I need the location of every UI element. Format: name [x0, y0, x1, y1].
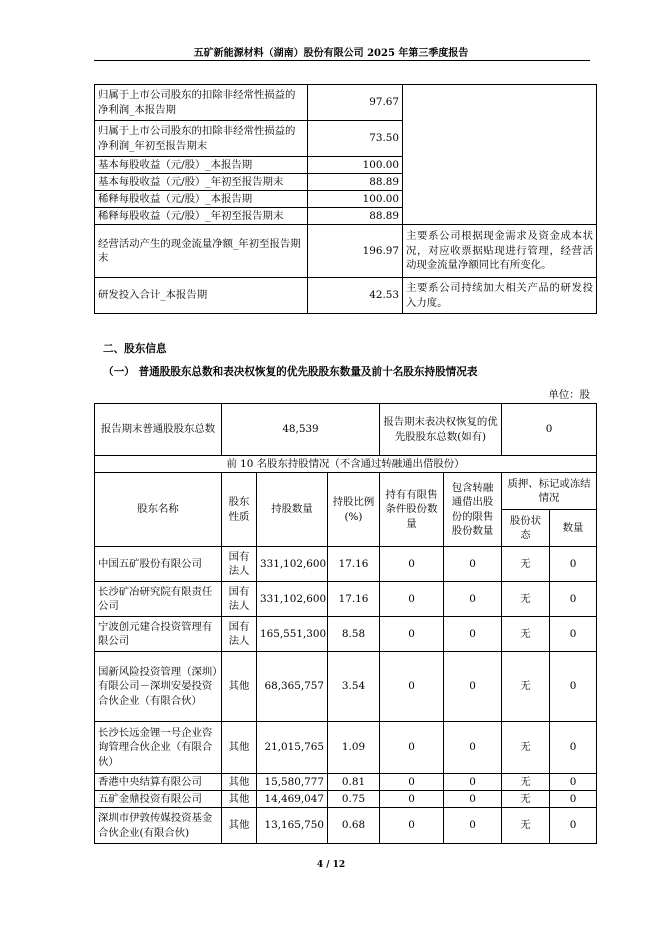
shareholder-name: 中国五矿股份有限公司: [95, 547, 222, 582]
subsection-title: （一） 普通股股东总数和表决权恢复的优先股股东数量及前十名股东持股情况表: [103, 366, 478, 378]
table-row: [95, 225, 597, 278]
share-ratio: 1.09: [328, 722, 380, 774]
pledge-status: 无: [502, 652, 550, 722]
shareholders-table: [94, 403, 597, 844]
indicator-name: 归属于上市公司股东的扣除非经常性损益的净利润_本报告期: [95, 85, 308, 121]
pledge-status: 无: [502, 722, 550, 774]
restricted-shares: 0: [380, 722, 444, 774]
header-status: 股份状态: [502, 510, 550, 547]
page-header: 五矿新能源材料（湖南）股份有限公司 2025 年第三季度报告: [193, 48, 469, 59]
indicator-name: 稀释每股收益（元/股）_本报告期: [95, 191, 308, 208]
indicator-note: 主要系公司持续加大相关产品的研发投入力度。: [403, 278, 597, 314]
shareholder-name: 宁波创元建合投资管理有限公司: [95, 617, 222, 652]
lending-shares: 0: [444, 774, 502, 791]
shareholder-name: 长沙矿冶研究院有限责任公司: [95, 582, 222, 617]
indicator-value: 196.97: [308, 225, 403, 278]
shareholder-name: 香港中央结算有限公司: [95, 774, 222, 791]
shares-held: 165,551,300: [257, 617, 328, 652]
pledge-status: 无: [502, 791, 550, 808]
restricted-shares: 0: [380, 774, 444, 791]
shares-held: 21,015,765: [257, 722, 328, 774]
shareholder-name: 五矿金鼎投资有限公司: [95, 791, 222, 808]
indicator-value: 100.00: [308, 191, 403, 208]
restricted-shares: 0: [380, 791, 444, 808]
shareholder-nature: 其他: [222, 774, 257, 791]
share-ratio: 8.58: [328, 617, 380, 652]
unit-label: 单位：股: [548, 389, 590, 401]
header-qty: 数量: [550, 510, 597, 547]
lending-shares: 0: [444, 617, 502, 652]
header-lending: 包含转融通借出股份的限售股份数量: [444, 473, 502, 547]
shareholder-name: 长沙长远金锂一号企业咨询管理合伙企业（有限合伙）: [95, 722, 222, 774]
shares-held: 15,580,777: [257, 774, 328, 791]
indicator-name: 研发投入合计_本报告期: [95, 278, 308, 314]
pledge-qty: 0: [550, 582, 597, 617]
indicator-value: 88.89: [308, 208, 403, 225]
pledge-qty: 0: [550, 547, 597, 582]
shares-held: 13,165,750: [257, 808, 328, 844]
shareholder-name: 国新风险投资管理（深圳）有限公司－深圳安晏投资合伙企业（有限合伙）: [95, 652, 222, 722]
indicator-name: 基本每股收益（元/股）_年初至报告期末: [95, 174, 308, 191]
header-nature: 股东性质: [222, 473, 257, 547]
indicator-name: 归属于上市公司股东的扣除非经常性损益的净利润_年初至报告期末: [95, 121, 308, 157]
shareholder-nature: 其他: [222, 791, 257, 808]
pledge-status: 无: [502, 617, 550, 652]
pledge-qty: 0: [550, 722, 597, 774]
indicator-name: 基本每股收益（元/股）_本报告期: [95, 157, 308, 174]
table-row: [95, 85, 597, 121]
section-title: 二、股东信息: [103, 343, 167, 355]
share-ratio: 17.16: [328, 547, 380, 582]
header-pledge: 质押、标记或冻结情况: [502, 473, 597, 510]
preferred-shareholders-label: 报告期末表决权恢复的优先股股东总数(如有): [380, 404, 502, 456]
shareholder-nature: 其他: [222, 652, 257, 722]
lending-shares: 0: [444, 547, 502, 582]
top10-caption: 前 10 名股东持股情况（不含通过转融通出借股份）: [95, 456, 597, 473]
pledge-qty: 0: [550, 617, 597, 652]
indicator-name: 稀释每股收益（元/股）_年初至报告期末: [95, 208, 308, 225]
lending-shares: 0: [444, 582, 502, 617]
header-restricted: 持有有限售条件股份数量: [380, 473, 444, 547]
lending-shares: 0: [444, 652, 502, 722]
indicator-value: 100.00: [308, 157, 403, 174]
shares-held: 331,102,600: [257, 547, 328, 582]
pledge-status: 无: [502, 774, 550, 791]
restricted-shares: 0: [380, 582, 444, 617]
shares-held: 331,102,600: [257, 582, 328, 617]
pledge-qty: 0: [550, 774, 597, 791]
header-shares: 持股数量: [257, 473, 328, 547]
table-row: [95, 774, 597, 791]
restricted-shares: 0: [380, 547, 444, 582]
pledge-qty: 0: [550, 808, 597, 844]
total-shareholders-label: 报告期末普通股股东总数: [95, 404, 222, 456]
pledge-qty: 0: [550, 652, 597, 722]
pledge-status: 无: [502, 808, 550, 844]
shares-held: 68,365,757: [257, 652, 328, 722]
table-row: [95, 617, 597, 652]
pledge-status: 无: [502, 582, 550, 617]
table-row: [95, 404, 597, 456]
indicator-note-empty: [403, 85, 597, 225]
indicator-note: 主要系公司根据现金需求及资金成本状况，对应收票据贴现进行管理，经营活动现金流量净额同比有所变化。: [403, 225, 597, 278]
indicator-value: 88.89: [308, 174, 403, 191]
share-ratio: 0.68: [328, 808, 380, 844]
indicator-name: 经营活动产生的现金流量净额_年初至报告期末: [95, 225, 308, 278]
total-shareholders-value: 48,539: [222, 404, 380, 456]
shareholder-nature: 国有法人: [222, 617, 257, 652]
restricted-shares: 0: [380, 808, 444, 844]
restricted-shares: 0: [380, 617, 444, 652]
shareholder-nature: 其他: [222, 808, 257, 844]
table-row: [95, 808, 597, 844]
shareholders-body: [95, 547, 597, 844]
pledge-qty: 0: [550, 791, 597, 808]
table-row: [95, 278, 597, 314]
table-row: [95, 547, 597, 582]
preferred-shareholders-value: 0: [502, 404, 597, 456]
table-row: [95, 791, 597, 808]
share-ratio: 0.75: [328, 791, 380, 808]
indicator-value: 97.67: [308, 85, 403, 121]
lending-shares: 0: [444, 791, 502, 808]
shareholder-nature: 国有法人: [222, 582, 257, 617]
financial-indicators-table: [94, 84, 597, 314]
lending-shares: 0: [444, 722, 502, 774]
table-row: [95, 582, 597, 617]
shareholder-name: 深圳市伊敦传媒投资基金合伙企业(有限合伙): [95, 808, 222, 844]
page-number: 4 / 12: [316, 860, 346, 870]
lending-shares: 0: [444, 808, 502, 844]
header-name: 股东名称: [95, 473, 222, 547]
table-row: [95, 456, 597, 473]
header-ratio: 持股比例(%): [328, 473, 380, 547]
restricted-shares: 0: [380, 652, 444, 722]
shareholder-nature: 其他: [222, 722, 257, 774]
table-row: [95, 652, 597, 722]
indicator-value: 73.50: [308, 121, 403, 157]
shares-held: 14,469,047: [257, 791, 328, 808]
share-ratio: 0.81: [328, 774, 380, 791]
header-divider: [94, 60, 590, 61]
pledge-status: 无: [502, 547, 550, 582]
table-header-row: [95, 473, 597, 510]
indicator-value: 42.53: [308, 278, 403, 314]
shareholder-nature: 国有法人: [222, 547, 257, 582]
share-ratio: 17.16: [328, 582, 380, 617]
table-row: [95, 722, 597, 774]
share-ratio: 3.54: [328, 652, 380, 722]
